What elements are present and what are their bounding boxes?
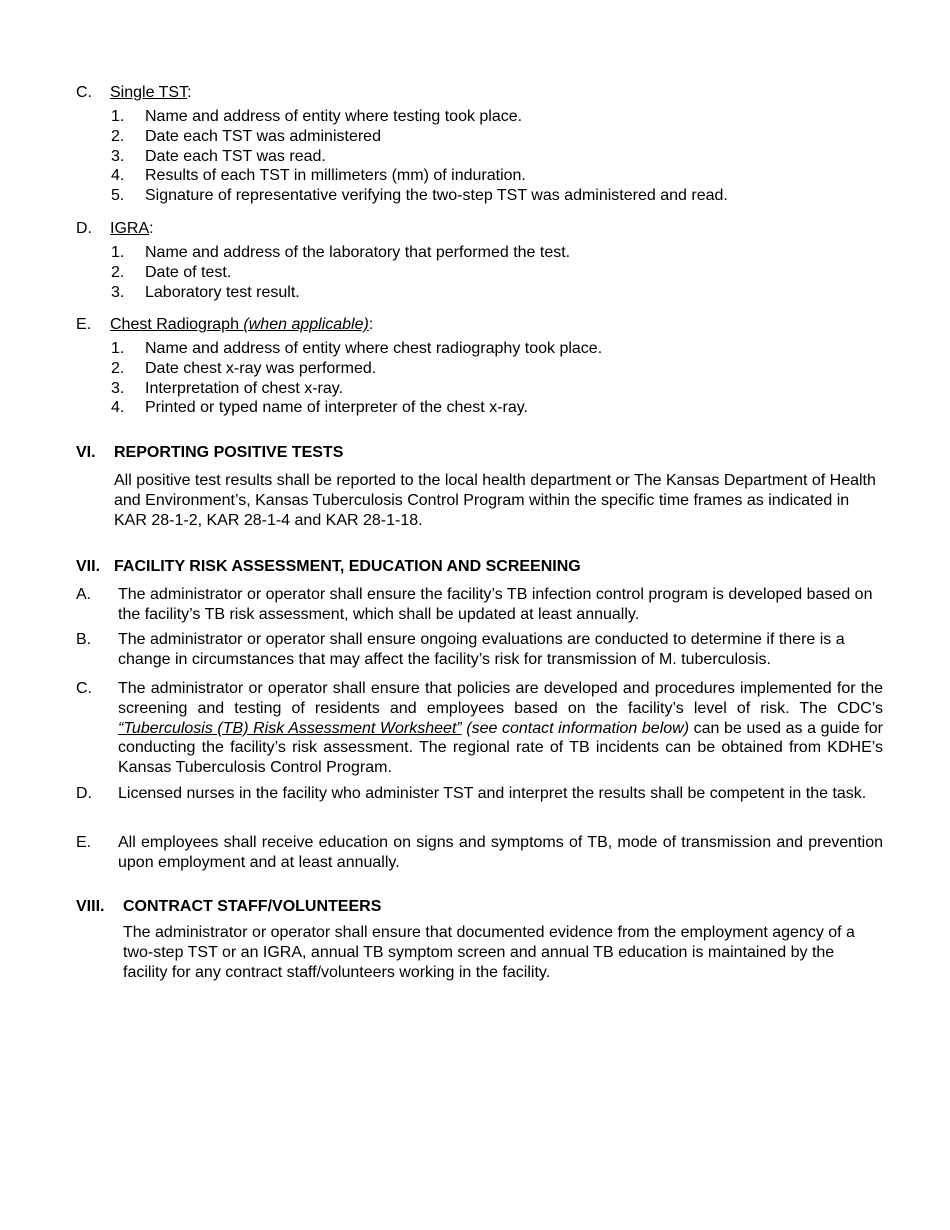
section-vii-item-d xyxy=(76,784,883,804)
list-item-number: 3. xyxy=(111,283,125,301)
item-text-before: The administrator or operator shall ensure that policies are developed and procedures implemented for the screening and testing of residents and employees based on the facility’s level of risk. The CDC’s xyxy=(118,680,883,717)
section-viii-number: VIII. xyxy=(76,898,105,915)
section-vi-heading xyxy=(76,443,343,463)
worksheet-reference: “Tuberculosis (TB) Risk Assessment Worksheet” xyxy=(118,719,462,737)
subsection-e-colon: : xyxy=(368,316,374,333)
section-vii-heading xyxy=(76,557,581,577)
section-vii-number: VII. xyxy=(76,558,101,575)
item-letter: A. xyxy=(76,586,92,603)
subsection-e-heading xyxy=(76,315,373,335)
list-item xyxy=(111,379,602,399)
list-item xyxy=(111,166,728,186)
list-item-number: 2. xyxy=(111,359,125,377)
list-item-number: 2. xyxy=(111,263,125,281)
list-item-text: Date chest x-ray was performed. xyxy=(145,359,377,377)
list-item-number: 3. xyxy=(111,379,125,397)
list-item xyxy=(111,243,570,263)
subsection-c-list xyxy=(111,107,728,206)
subsection-e-title: Chest Radiograph xyxy=(110,316,239,333)
section-viii-heading xyxy=(76,897,381,917)
list-item-number: 1. xyxy=(111,244,125,261)
list-item-text: Signature of representative verifying the two-step TST was administered and read. xyxy=(145,187,728,205)
item-text xyxy=(118,679,883,778)
list-item-number: 3. xyxy=(111,147,125,165)
list-item xyxy=(111,359,602,379)
subsection-d-title: IGRA xyxy=(110,220,150,237)
list-item xyxy=(111,263,570,283)
item-text: The administrator or operator shall ensure the facility’s TB infection control program is developed based on the facility’s TB risk assessment, which shall be updated at least annually. xyxy=(118,586,873,623)
list-item-number: 5. xyxy=(111,187,125,205)
list-item xyxy=(111,339,602,359)
section-vi-number: VI. xyxy=(76,444,96,461)
list-item xyxy=(111,127,728,147)
list-item-text: Name and address of entity where chest radiography took place. xyxy=(145,340,603,357)
list-item-text: Date each TST was administered xyxy=(145,127,381,145)
section-vii-item-b xyxy=(76,630,883,670)
section-vi-body: All positive test results shall be reported to the local health department or The Kansas Department of Health and Environment’s, Kansas Tuberculosis Control Program within the specific time frames as indicated in KAR 28-1-2, KAR 28-1-4 and KAR 28-1-18. xyxy=(114,472,876,529)
item-letter: E. xyxy=(76,834,92,851)
list-item-text: Date each TST was read. xyxy=(145,147,326,165)
subsection-d-letter: D. xyxy=(76,220,92,237)
subsection-d-heading xyxy=(76,219,154,239)
list-item-text: Printed or typed name of interpreter of the chest x-ray. xyxy=(145,399,528,417)
section-viii-title: CONTRACT STAFF/VOLUNTEERS xyxy=(123,898,382,915)
item-letter: C. xyxy=(76,680,92,697)
subsection-c-heading xyxy=(76,83,192,103)
list-item-text: Results of each TST in millimeters (mm) of induration. xyxy=(145,167,526,185)
item-text: All employees shall receive education on signs and symptoms of TB, mode of transmission and prevention upon employment and at least annually. xyxy=(118,834,883,871)
subsection-c-colon: : xyxy=(187,84,192,101)
section-vii-item-a xyxy=(76,585,883,625)
list-item-text: Date of test. xyxy=(145,263,232,281)
item-letter: B. xyxy=(76,631,92,648)
section-vii-title: FACILITY RISK ASSESSMENT, EDUCATION AND SCREENING xyxy=(114,558,581,575)
list-item xyxy=(111,398,602,418)
section-vii-item-c xyxy=(76,679,883,778)
item-letter: D. xyxy=(76,785,92,802)
subsection-c-title: Single TST xyxy=(110,84,188,101)
list-item xyxy=(111,107,728,127)
subsection-d-colon: : xyxy=(149,220,154,237)
list-item-number: 1. xyxy=(111,340,125,357)
list-item-text: Laboratory test result. xyxy=(145,283,300,301)
section-vi-title: REPORTING POSITIVE TESTS xyxy=(114,444,344,461)
subsection-e-title-note: (when applicable) xyxy=(243,316,369,333)
subsection-e-list xyxy=(111,339,602,418)
subsection-d-list xyxy=(111,243,570,302)
list-item xyxy=(111,147,728,167)
list-item-text: Interpretation of chest x-ray. xyxy=(145,379,344,397)
list-item xyxy=(111,283,570,303)
item-text: Licensed nurses in the facility who administer TST and interpret the results shall be competent in the task. xyxy=(118,785,867,802)
item-text: The administrator or operator shall ensure ongoing evaluations are conducted to determine if there is a change in circumstances that may affect the facility’s risk for transmission of M. tuberculosis. xyxy=(118,631,845,668)
list-item-number: 4. xyxy=(111,399,125,417)
section-vii-item-e xyxy=(76,833,883,873)
list-item xyxy=(111,186,728,206)
list-item-text: Name and address of the laboratory that performed the test. xyxy=(145,244,571,261)
item-text-after: can be used as a guide for conducting the facility’s risk assessment. The regional rate of TB incidents can be obtained from KDHE’s Kansas Tuberculosis Control Program. xyxy=(118,719,883,777)
subsection-c-letter: C. xyxy=(76,84,92,101)
section-viii-body: The administrator or operator shall ensure that documented evidence from the employment agency of a two-step TST or an IGRA, annual TB symptom screen and annual TB education is maintained by the facility for any contract staff/volunteers working in the facility. xyxy=(123,924,855,981)
list-item-number: 2. xyxy=(111,127,125,145)
subsection-e-letter: E. xyxy=(76,316,92,333)
contact-note: (see contact information below) xyxy=(461,719,690,737)
list-item-number: 4. xyxy=(111,167,125,185)
list-item-number: 1. xyxy=(111,108,125,125)
list-item-text: Name and address of entity where testing took place. xyxy=(145,108,523,125)
